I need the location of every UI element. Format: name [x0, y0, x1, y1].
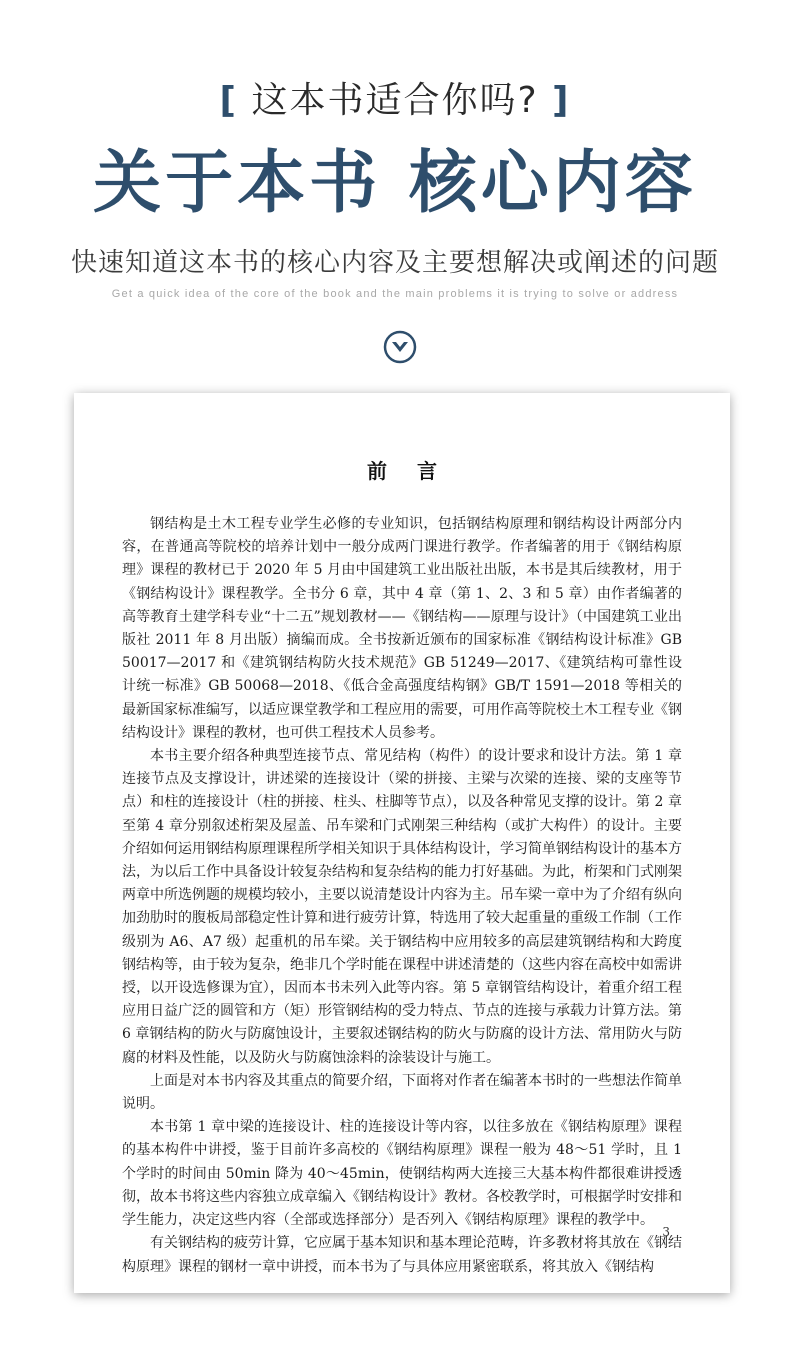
section-subtitle: [0, 72, 790, 123]
page-heading: 前言: [367, 459, 467, 483]
bracket-left: [: [219, 80, 238, 121]
chinese-description: 快速知道这本书的核心内容及主要想解决或阐述的问题: [70, 248, 719, 278]
page-number: 3: [662, 1225, 670, 1239]
book-page: [74, 393, 730, 1293]
header-section: [0, 0, 790, 380]
main-title: 关于本书 核心内容: [93, 143, 697, 223]
bracket-right: ]: [552, 80, 571, 121]
paragraph: 钢结构是土木工程专业学生必修的专业知识，包括钢结构原理和钢结构设计两部分内容，在普通高等院校的培养计划中一般分成两门课进行教学。作者编著的用于《钢结构原理》课程的教材已于 2020 年 5 月由中国建筑工业出版社出版，本书是其后续教材，用于《钢结构设计》课程教学。全书分 6 章，其中 4 章（第 1、2、3 和 5 章）由作者编著的高等教育土建学科专业“十二五”规划教材——《钢结构——原理与设计》（中国建筑工业出版社 2011 年 8 月出版）摘编而成。全书按新近颁布的国家标准《钢结构设计标准》GB 50017—2017 和《建筑钢结构防火技术规范》GB 51249—2017、《建筑结构可靠性设计统一标准》GB 50068—2018、《低合金高强度结构钢》GB/T 1591—2018 等相关的最新国家标准编写，以适应课堂教学和工程应用的需要，可用作高等院校土木工程专业《钢结构设计》课程的教材，也可供工程技术人员参考。: [122, 516, 682, 741]
paragraph: 上面是对本书内容及其重点的简要介绍，下面将对作者在编著本书时的一些想法作简单说明。: [122, 1072, 682, 1113]
paragraph: 本书第 1 章中梁的连接设计、柱的连接设计等内容，以往多放在《钢结构原理》课程的基本构件中讲授，鉴于目前许多高校的《钢结构原理》课程一般为 48～51 学时，且 1 个学时的时间由 50min 降为 40～45min，使钢结构两大连接三大基本构件都很难讲授透彻，故本书将这些内容独立成章编入《钢结构设计》教材。各校教学时，可根据学时安排和学生能力，决定这些内容（全部或选择部分）是否列入《钢结构原理》课程的教学中。: [122, 1119, 682, 1229]
paragraph: 有关钢结构的疲劳计算，它应属于基本知识和基本理论范畴，许多教材将其放在《钢结构原理》课程的钢材一章中讲授，而本书为了与具体应用紧密联系，将其放入《钢结构: [122, 1235, 682, 1275]
chevron-down-circle-icon: [383, 330, 417, 364]
page-body: [122, 513, 682, 1279]
subtitle-text: 这本书适合你吗?: [251, 80, 539, 121]
english-description: Get a quick idea of the core of the book and the main problems it is trying to solve or address: [111, 288, 679, 300]
paragraph: 本书主要介绍各种典型连接节点、常见结构（构件）的设计要求和设计方法。第 1 章连接节点及支撑设计，讲述梁的连接设计（梁的拼接、主梁与次梁的连接、梁的支座等节点）和柱的连接设计（柱的拼接、柱头、柱脚等节点），以及各种常见支撑的设计。第 2 章至第 4 章分别叙述桁架及屋盖、吊车梁和门式刚架三种结构（或扩大构件）的设计。主要介绍如何运用钢结构原理课程所学相关知识于具体结构设计，学习简单钢结构设计的基本方法，为以后工作中具备设计较复杂结构和复杂结构的能力打好基础。为此，桁架和门式刚架两章中所选例题的规模均较小，主要以说清楚设计内容为主。吊车梁一章中为了介绍有纵向加劲肋时的腹板局部稳定性计算和进行疲劳计算，特选用了较大起重量的重级工作制（工作级别为 A6、A7 级）起重机的吊车梁。关于钢结构中应用较多的高层建筑钢结构和大跨度钢结构等，由于较为复杂，绝非几个学时能在课程中讲述清楚的（这些内容在高校中如需讲授，以开设选修课为宜），因而本书未列入此等内容。第 5 章钢管结构设计，着重介绍工程应用日益广泛的圆管和方（矩）形管钢结构的受力特点、节点的连接与承载力计算方法。第 6 章钢结构的防火与防腐蚀设计，主要叙述钢结构的防火与防腐的设计方法、常用防火与防腐的材料及性能，以及防火与防腐蚀涂料的涂装设计与施工。: [122, 748, 682, 1066]
